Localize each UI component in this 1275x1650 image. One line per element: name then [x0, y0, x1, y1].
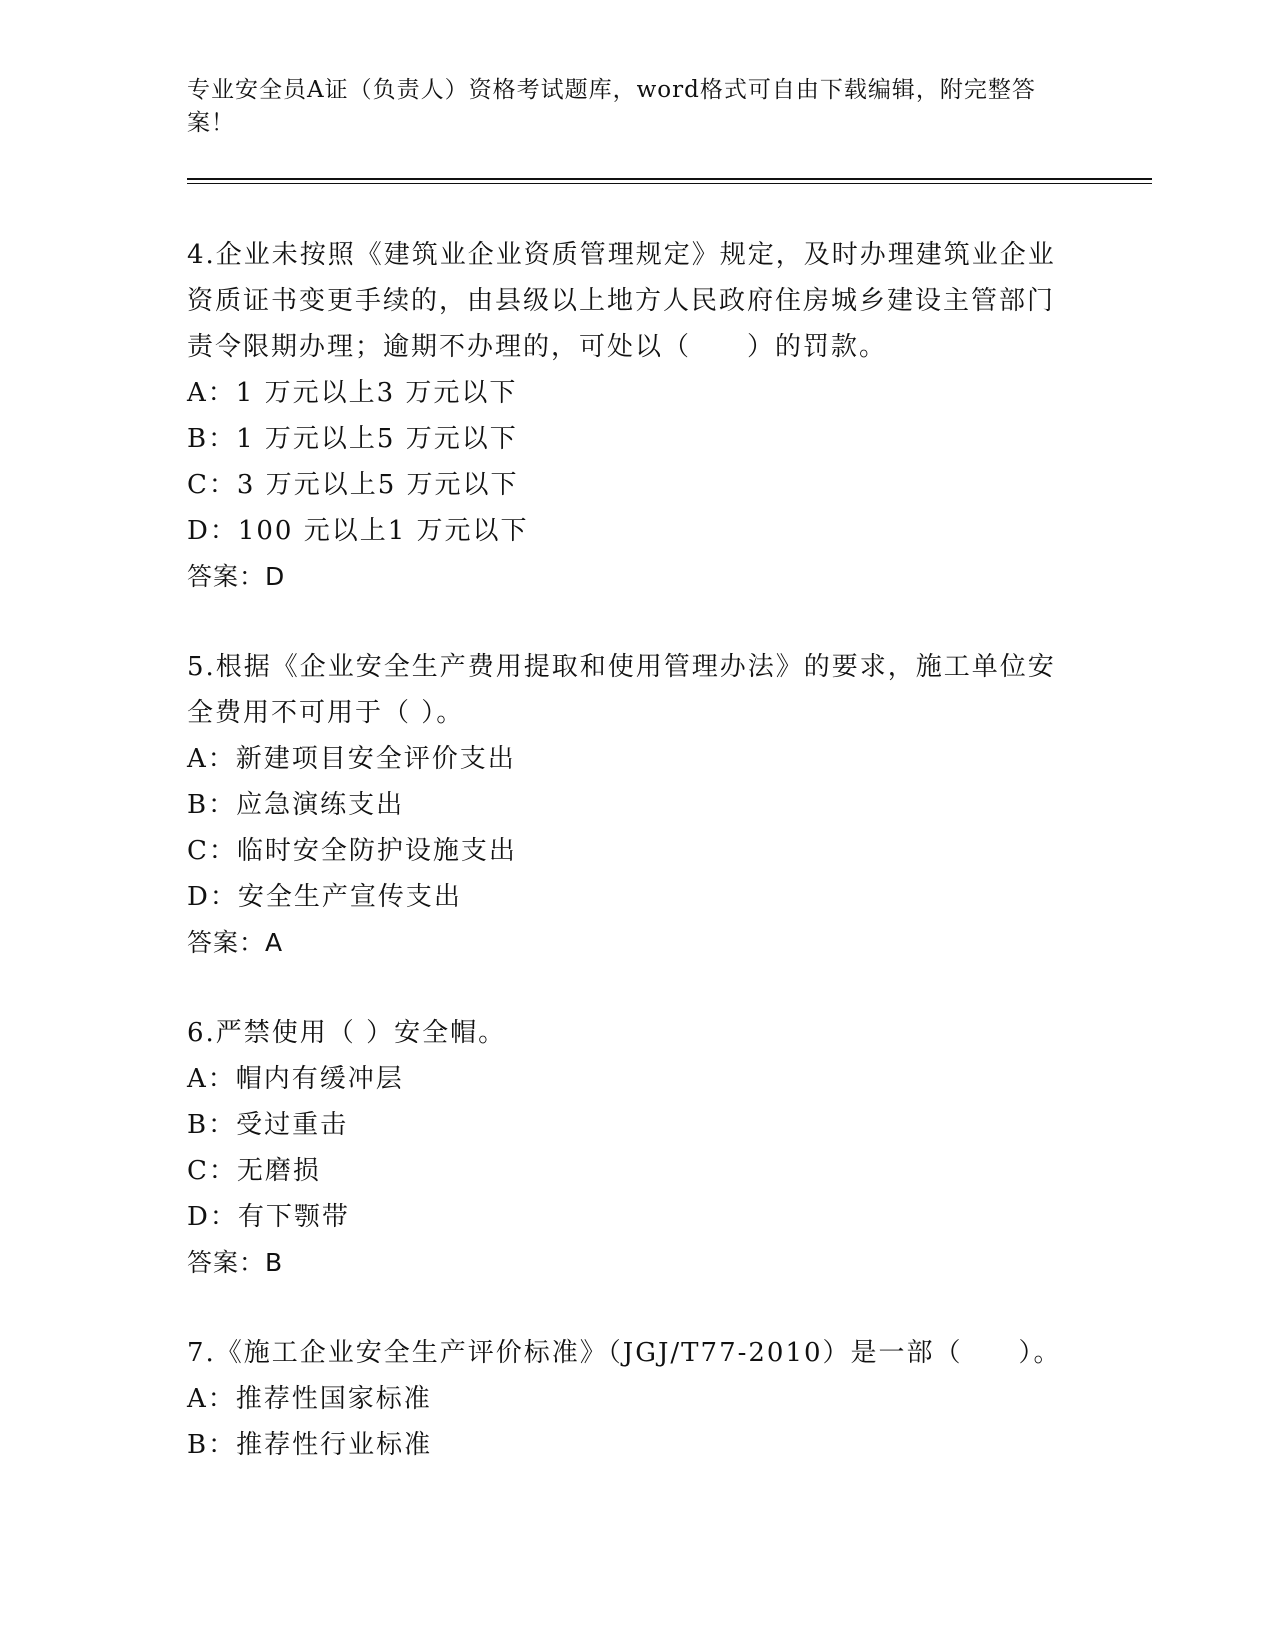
option-a: A：1 万元以上3 万元以下	[187, 378, 518, 408]
option-b: B：应急演练支出	[187, 790, 405, 820]
option-b: B：1 万元以上5 万元以下	[187, 424, 518, 454]
question-6	[187, 1010, 1067, 1286]
question-stem: 6.严禁使用（ ）安全帽。	[187, 1018, 507, 1048]
option-d: D：有下颚带	[187, 1202, 350, 1232]
answer-line: 答案：B	[187, 1248, 284, 1277]
option-b: B：推荐性行业标准	[187, 1430, 433, 1460]
question-list	[187, 232, 1067, 1512]
question-4	[187, 232, 1067, 600]
answer-line: 答案：A	[187, 928, 284, 957]
answer-line: 答案：D	[187, 562, 286, 591]
option-a: A：新建项目安全评价支出	[187, 744, 516, 774]
header-divider-thin	[187, 183, 1152, 184]
option-c: C：3 万元以上5 万元以下	[187, 470, 519, 500]
option-d: D：安全生产宣传支出	[187, 882, 462, 912]
option-d: D：100 元以上1 万元以下	[187, 516, 529, 546]
question-stem: 5.根据《企业安全生产费用提取和使用管理办法》的要求，施工单位安全费用不可用于（ ）。	[187, 652, 1056, 728]
question-stem: 4.企业未按照《建筑业企业资质管理规定》规定，及时办理建筑业企业资质证书变更手续的，由县级以上地方人民政府住房城乡建设主管部门责令限期办理；逾期不办理的，可处以（ ）的罚款。	[187, 240, 1056, 362]
option-a: A：帽内有缓冲层	[187, 1064, 404, 1094]
option-c: C：临时安全防护设施支出	[187, 836, 517, 866]
question-stem: 7.《施工企业安全生产评价标准》（JGJ/T77-2010）是一部（ ）。	[187, 1338, 1062, 1368]
option-a: A：推荐性国家标准	[187, 1384, 432, 1414]
header-divider-thick	[187, 178, 1152, 180]
question-7	[187, 1330, 1067, 1468]
question-5	[187, 644, 1067, 966]
option-b: B：受过重击	[187, 1110, 349, 1140]
document-header: 专业安全员A证（负责人）资格考试题库，word格式可自由下载编辑，附完整答案！	[187, 77, 1036, 136]
option-c: C：无磨损	[187, 1156, 321, 1186]
